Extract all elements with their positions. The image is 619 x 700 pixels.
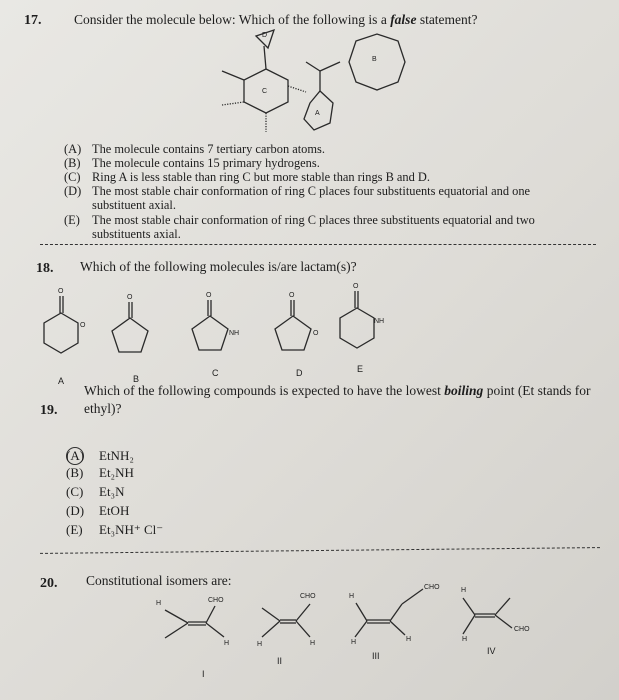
q17-option-b[interactable]: (B) The molecule contains 15 primary hydrogens.: [64, 156, 320, 170]
q17-option-a[interactable]: (A) The molecule contains 7 tertiary carbon atoms.: [64, 142, 325, 156]
ring-b-label: B: [372, 56, 377, 63]
q20-i-h2: H: [224, 640, 230, 647]
q17-option-d-cont: substituent axial.: [92, 198, 176, 212]
q18-c-oxygen: O: [206, 292, 212, 299]
q19-option-d[interactable]: (D) EtOH: [66, 503, 130, 518]
q20-i-cho: CHO: [208, 597, 224, 604]
q20-iii-h1: H: [349, 593, 355, 600]
q20-ii-h1: H: [257, 641, 263, 648]
q18-e-nh: NH: [374, 318, 385, 325]
ring-d-label: D: [262, 32, 268, 39]
q18-label-d: D: [296, 368, 303, 378]
q18-label-a: A: [58, 376, 65, 386]
q20-number: 20.: [40, 576, 58, 591]
q20-ii-cho: CHO: [300, 593, 316, 600]
q17-option-c[interactable]: (C) Ring A is less stable than ring C but more stable than rings B and D.: [64, 170, 430, 184]
q20-iv-cho: CHO: [514, 626, 530, 633]
q20-text: Constitutional isomers are:: [86, 573, 232, 588]
q20-label-iv: IV: [487, 646, 496, 656]
q20-iv-h2: H: [462, 636, 468, 643]
q18-e-oxygen: O: [353, 283, 359, 290]
q18-label-b: B: [133, 374, 140, 384]
q20-iv-h1: H: [461, 587, 467, 594]
q20-label-iii: III: [372, 651, 380, 661]
q20-iii-h2: H: [351, 639, 357, 646]
q18-d-ring-oxygen: O: [313, 330, 319, 337]
q18-number: 18.: [36, 261, 54, 276]
q20-label-i: I: [202, 669, 205, 679]
q19-option-b[interactable]: (B) Et₂NH: [66, 465, 134, 480]
q19-option-c[interactable]: (C) Et₃N: [66, 484, 125, 499]
q19-option-a[interactable]: (A) EtNH₂: [66, 448, 134, 463]
q17-number: 17.: [24, 13, 42, 28]
q19-option-e[interactable]: (E) Et₃NH⁺ Cl⁻: [66, 522, 164, 537]
q18-d-oxygen: O: [289, 292, 295, 299]
q20-i-h1: H: [156, 600, 162, 607]
q18-label-e: E: [357, 364, 364, 374]
q17-option-d[interactable]: (D) The most stable chair conformation of ring C places four substituents equatorial and one: [64, 184, 531, 198]
q20-iii-h3: H: [406, 636, 412, 643]
q18-c-nh: NH: [229, 330, 240, 337]
ring-c-label: C: [262, 88, 268, 95]
q19-text-cont: ethyl)?: [84, 401, 122, 416]
q18-a-oxygen: O: [58, 288, 64, 295]
q20-ii-h2: H: [310, 640, 316, 647]
q18-label-c: C: [212, 368, 219, 378]
q19-text: Which of the following compounds is expected to have the lowest boiling point (Et stands for: [84, 383, 591, 398]
q17-option-e-cont: substituents axial.: [92, 227, 181, 241]
q17-option-e[interactable]: (E) The most stable chair conformation of ring C places three substituents equatorial and two: [64, 213, 535, 227]
q20-iii-cho: CHO: [424, 584, 440, 591]
q18-text: Which of the following molecules is/are lactam(s)?: [80, 259, 357, 274]
ring-a-label: A: [315, 110, 320, 117]
q19-number: 19.: [40, 403, 58, 418]
q17-text: Consider the molecule below: Which of the following is a false statement?: [74, 12, 478, 27]
q20-label-ii: II: [277, 656, 283, 666]
q18-b-oxygen: O: [127, 294, 133, 301]
q18-a-ring-oxygen: O: [80, 322, 86, 329]
